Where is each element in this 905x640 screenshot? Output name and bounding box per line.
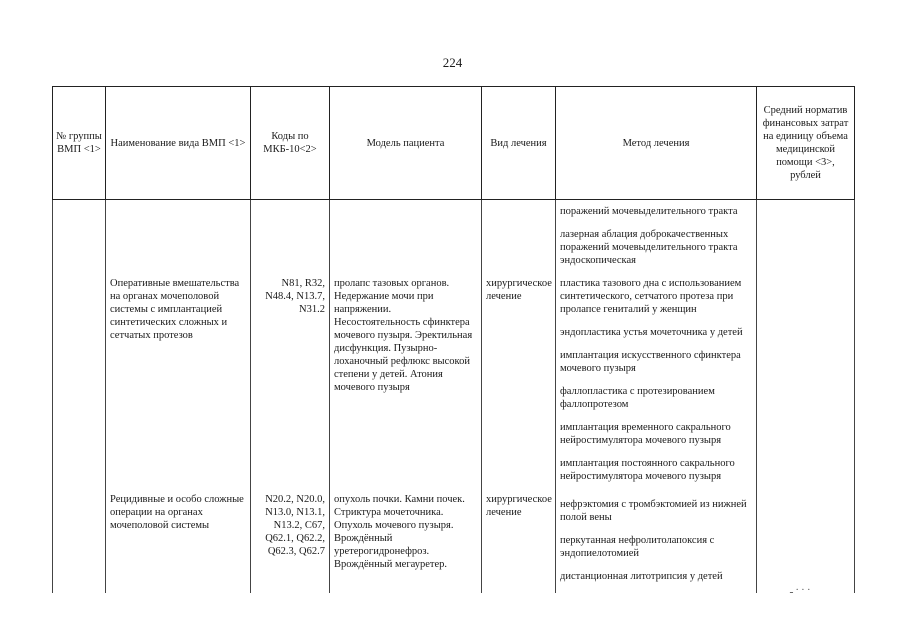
method-item: пластика тазового дна с использованием синтетического, сетчатого протеза при пролапсе гениталий у женщин (560, 278, 742, 315)
method-item: эндопластика устья мочеточника у детей (560, 327, 743, 338)
cell-treatment: хирургическое лечение (482, 277, 556, 493)
method-item: фаллопластика с протезированием фаллопротезом (560, 386, 715, 410)
cell-group (53, 200, 106, 278)
header-method: Метод лечения (556, 87, 757, 200)
header-model: Модель пациента (330, 87, 482, 200)
method-item: имплантация временного сакрального нейростимулятора мочевого пузыря (560, 422, 731, 446)
cell-model: пролапс тазовых органов. Недержание мочи при напряжении. Несостоятельность сфинктера мочевого пузыря. Эректильная дисфункция. Пузырно-лоханочный рефлюкс высокой степени у детей. Атония мочевого пузыря (330, 277, 482, 493)
header-name: Наименование вида ВМП <1> (106, 87, 251, 200)
cell-codes: N20.2, N20.0, N13.0, N13.1, N13.2, C67, Q62.1, Q62.2, Q62.3, Q62.7 (251, 493, 330, 593)
header-cost: Средний норматив финансовых затрат на единицу объема медицинской помощи <3>, рублей (757, 87, 855, 200)
table-row (53, 493, 855, 593)
cell-cost (757, 277, 855, 493)
cell-treatment (482, 200, 556, 278)
cell-methods (556, 493, 757, 593)
cell-model: опухоль почки. Камни почек. Стриктура мочеточника. Опухоль мочевого пузыря. Врождённый уретерогидронефроз. Врождённый мегауретер. (330, 493, 482, 593)
table-header-row (53, 87, 855, 200)
method-item: поражений мочевыделительного тракта (560, 206, 738, 217)
method-item: имплантация искусственного сфинктера мочевого пузыря (560, 350, 741, 374)
method-item: имплантация постоянного сакрального нейростимулятора мочевого пузыря (560, 458, 735, 482)
header-codes: Коды по МКБ-10<2> (251, 87, 330, 200)
table-row (53, 277, 855, 493)
cell-name (106, 200, 251, 278)
method-item: перкутанная нефролитолапоксия с эндопиелотомией (560, 535, 715, 559)
header-treatment: Вид лечения (482, 87, 556, 200)
cell-codes: N81, R32, N48.4, N13.7, N31.2 (251, 277, 330, 493)
cell-cost (757, 200, 855, 278)
method-item: лазерная аблация доброкачественных поражений мочевыделительного тракта эндоскопическая (560, 229, 738, 266)
cell-name: Рецидивные и особо сложные операции на органах мочеполовой системы (106, 493, 251, 593)
cell-group (53, 493, 106, 593)
vmp-table (52, 86, 855, 593)
method-item: нефрэктомия с тромбэктомией из нижней полой вены (560, 499, 747, 523)
cell-name: Оперативные вмешательства на органах мочеполовой системы с имплантацией синтетических сложных и сетчатых протезов (106, 277, 251, 493)
cell-group (53, 277, 106, 493)
header-group: № группы ВМП <1> (53, 87, 106, 200)
page-mark: ـ · · · (790, 585, 811, 596)
cell-methods (556, 277, 757, 493)
table-row-continuation (53, 200, 855, 278)
page-number: 224 (442, 55, 463, 70)
cell-model (330, 200, 482, 278)
method-item: дистанционная литотрипсия у детей (560, 571, 723, 582)
cell-cost (757, 493, 855, 593)
cell-codes (251, 200, 330, 278)
cell-treatment: хирургическое лечение (482, 493, 556, 593)
cell-methods (556, 200, 757, 278)
